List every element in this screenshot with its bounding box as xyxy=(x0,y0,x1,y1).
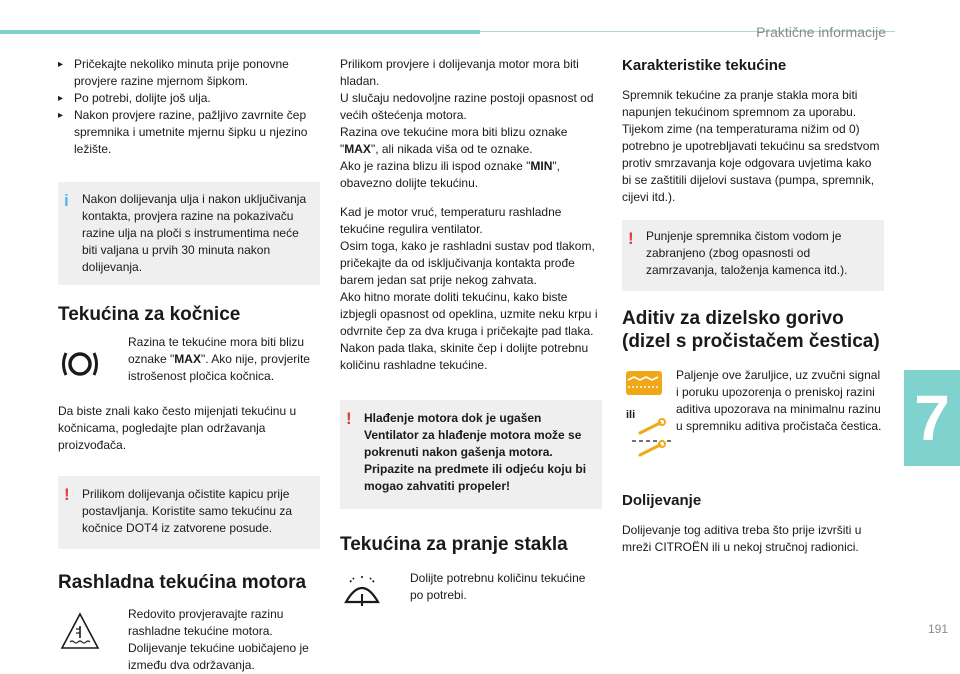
brake-maintenance-paragraph: Da biste znali kako često mijenjati tekućinu u kočnicama, pogledajte plan održavanja proizvođača. xyxy=(58,404,297,452)
page-number: 191 xyxy=(927,622,948,636)
info-note: i Nakon dolijevanja ulja i nakon uključivanja kontakta, provjera razine na pokazivaču razine ulja na ploči s instrumentima neće biti valjana u prvih 30 minuta nakon dolijevanja. xyxy=(58,182,320,285)
bullet-arrow-icon: ▸ xyxy=(58,110,64,121)
list-item: ▸ Po potrebi, dolijte još ulja. xyxy=(58,91,211,105)
brake-fluid-block xyxy=(58,334,320,385)
bullet-arrow-icon: ▸ xyxy=(58,59,64,70)
additive-text: Paljenje ove žaruljice, uz zvučni signal i poruku upozorenja o preniskoj razini aditiva upozorava na minimalnu razinu u spremniku aditiva pročistača čestica. xyxy=(676,368,882,433)
fluid-characteristics-heading: Karakteristike tekućine xyxy=(622,57,787,74)
warning-icon: ! xyxy=(64,485,70,504)
header-accent-bar xyxy=(0,30,480,34)
water-warning-note: ! Punjenje spremnika čistom vodom je zabranjeno (zbog opasnosti od zamrzavanja, taloženja kamenca itd.). xyxy=(622,220,884,291)
list-item: ▸ Nakon provjere razine, pažljivo zavrnite čep spremnika i umetnite mjernu šipku u njezino ležište. xyxy=(58,108,308,156)
additive-wrench-icon xyxy=(630,415,674,459)
refill-text: Dolijevanje tog aditiva treba što prije izvršiti u mreži CITROËN ili u nekoj stručnoj radionici. xyxy=(622,523,862,554)
brake-fluid-text: Razina te tekućine mora biti blizu oznake "MAX". Ako nije, provjerite istrošenost pločica kočnica. xyxy=(128,335,310,383)
additive-level-icon xyxy=(622,367,674,399)
warning-icon: ! xyxy=(628,229,634,248)
refill-heading: Dolijevanje xyxy=(622,492,702,509)
brake-warning-note: ! Prilikom dolijevanja očistite kapicu prije postavljanja. Koristite samo tekućinu za kočnice DOT4 iz zatvorene posude. xyxy=(58,476,320,549)
coolant-text: Redovito provjeravajte razinu rashladne tekućine motora. Dolijevanje tekućine uobičajeno je između dva održavanja. xyxy=(128,607,309,672)
additive-heading: Aditiv za dizelsko gorivo (dizel s pročistačem čestica) xyxy=(622,308,880,352)
coolant-icon xyxy=(58,610,102,654)
additive-or-label: ili xyxy=(626,409,636,421)
column-1 xyxy=(58,56,320,674)
page-header-title: Praktične informacije xyxy=(756,24,886,40)
fluid-characteristics-text: Spremnik tekućine za pranje stakla mora biti napunjen tekućinom spremnom za uporabu. Tijekom zime (na temperaturama nižim od 0) potrebno je upotrebljavati tekućinu sa sredstvom protiv smrzavanja koje odgovara uvjetima kako bi se zaštitili dijelovi sustava (pumpa, spremnik, cijevi itd.). xyxy=(622,88,880,204)
coolant-heading: Rashladna tekućina motora xyxy=(58,572,307,593)
coolant-hot-engine-paragraph: Kad je motor vruć, temperaturu rashladne tekućine regulira ventilator. Osim toga, kako je rashladni sustav pod tlakom, pričekajte da od isključivanja kontakta prođe barem jedan sat prije nekog zahvata. Ako hitno morate doliti tekućinu, kako biste izbjegli opasnost od opeklina, uzmite neku krpu i odvrnite čep za dva kruga i pričekajte pad tlaka. Nakon pada tlaka, skinite čep i dolijte potrebnu količinu rashladne tekućine. xyxy=(340,205,598,372)
coolant-block xyxy=(58,606,320,674)
washer-fluid-heading: Tekućina za pranje stakla xyxy=(340,534,568,555)
washer-fluid-block xyxy=(340,570,602,604)
cooling-warning-note: ! Hlađenje motora dok je ugašen Ventilator za hlađenje motora može se pokrenuti nakon gašenja motora. Pripazite na predmete ili odjeću koju bi mogao zahvatiti propeler! xyxy=(340,400,602,509)
warning-icon: ! xyxy=(346,409,352,428)
brake-fluid-heading: Tekućina za kočnice xyxy=(58,304,241,325)
bullet-arrow-icon: ▸ xyxy=(58,93,64,104)
info-icon: i xyxy=(64,191,69,210)
additive-block xyxy=(622,367,884,435)
coolant-check-paragraph: Prilikom provjere i dolijevanja motor mora biti hladan. U slučaju nedovoljne razine postoji opasnost od većih oštećenja motora. Razina ove tekućine mora biti blizu oznake "MAX", ali nikada viša od te oznake. Ako je razina blizu ili ispod oznake "MIN", obavezno dolijte tekućinu. xyxy=(340,57,594,190)
washer-fluid-text: Dolijte potrebnu količinu tekućine po potrebi. xyxy=(410,571,586,602)
column-2 xyxy=(340,56,602,604)
column-3 xyxy=(622,56,884,556)
list-item: ▸ Pričekajte nekoliko minuta prije ponovne provjere razine mjernom šipkom. xyxy=(58,57,289,88)
chapter-tab: 7 xyxy=(904,370,960,466)
washer-fluid-icon xyxy=(340,572,384,612)
brake-fluid-icon xyxy=(58,346,102,382)
